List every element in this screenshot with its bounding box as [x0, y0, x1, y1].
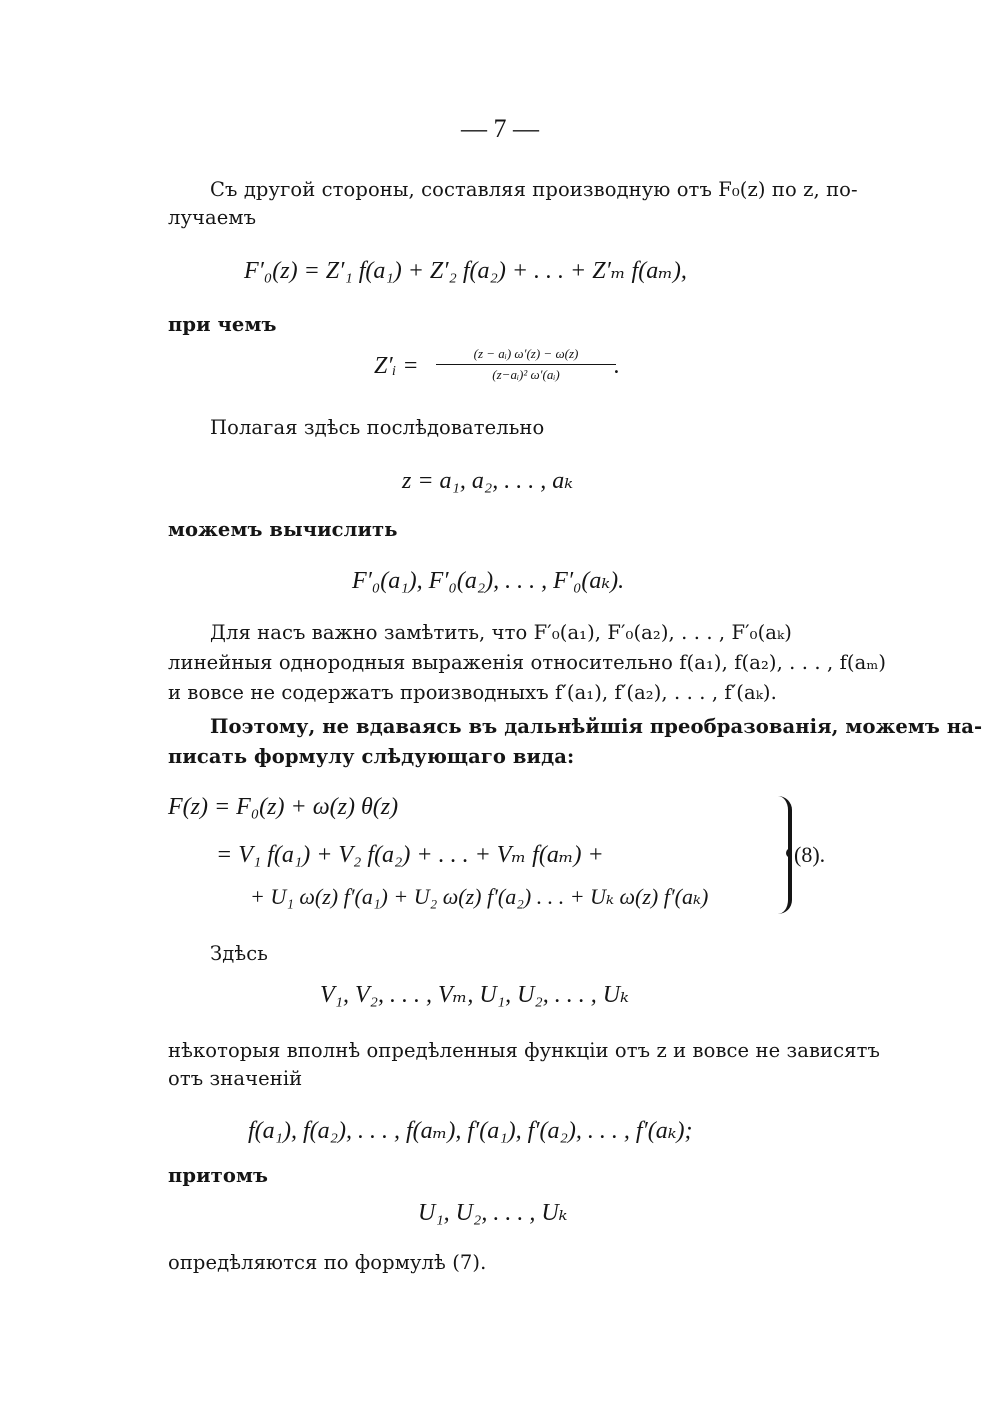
- paragraph-2-line-2: линейныя однородныя выраженія относительно f(a₁), f(a₂), . . . , f(aₘ): [168, 651, 887, 674]
- paragraph-4-line-1: нѣкоторыя вполнѣ опредѣленныя функціи отъ z и вовсе не зависятъ: [168, 1039, 880, 1062]
- equation-8-line-1: F(z) = F₀(z) + ω(z) θ(z): [168, 794, 399, 820]
- equation-V-U-list: V₁, V₂, . . . , Vₘ, U₁, U₂, . . . , Uₖ: [320, 982, 629, 1008]
- pri-chem-text: при чемъ: [168, 313, 277, 336]
- fraction-numerator: (z − aᵢ) ω′(z) − ω(z): [473, 346, 579, 361]
- equation-number-8: (8).: [794, 842, 826, 867]
- paragraph-2-line-3: и вовсе не содержатъ производныхъ f′(a₁), f′(a₂), . . . , f′(aₖ).: [168, 681, 777, 704]
- polagaya-text: Полагая здѣсь послѣдовательно: [210, 416, 545, 439]
- pritom-text: притомъ: [168, 1164, 269, 1187]
- equation-8-line-2: = V₁ f(a₁) + V₂ f(a₂) + . . . + Vₘ f(aₘ) +: [216, 842, 604, 868]
- paragraph-2-line-1: Для насъ важно замѣтить, что F′₀(a₁), F′₀(a₂), . . . , F′₀(aₖ): [210, 621, 792, 644]
- equation-F0-list: F′₀(a₁), F′₀(a₂), . . . , F′₀(aₖ).: [352, 568, 625, 594]
- fraction-denominator: (z−aᵢ)² ω′(aᵢ): [492, 367, 560, 382]
- paragraph-3-line-2: писать формулу слѣдующаго вида:: [168, 745, 575, 768]
- paragraph-1-line-2: лучаемъ: [168, 206, 257, 229]
- equation-f-values: f(a₁), f(a₂), . . . , f(aₘ), f′(a₁), f′(a₂), . . . , f′(aₖ);: [248, 1118, 693, 1144]
- equation-U-list: U₁, U₂, . . . , Uₖ: [418, 1200, 568, 1226]
- equation-Zi-fraction: [436, 346, 616, 383]
- equation-Zi-period: .: [614, 353, 620, 379]
- equation-8-line-3: + U₁ ω(z) f′(a₁) + U₂ ω(z) f′(a₂) . . . + Uₖ ω(z) f′(aₖ): [250, 884, 709, 909]
- paragraph-4-line-2: отъ значеній: [168, 1067, 303, 1090]
- zdes-text: Здѣсь: [210, 942, 268, 965]
- page-number: — 7 —: [461, 114, 539, 143]
- paragraph-3-line-1: Поэтому, не вдаваясь въ дальнѣйшія преобразованія, можемъ на-: [210, 715, 983, 738]
- equation-F0-prime: F′₀(z) = Z′₁ f(a₁) + Z′₂ f(a₂) + . . . + Z′ₘ f(aₘ),: [244, 258, 687, 284]
- mozhem-text: можемъ вычислить: [168, 518, 398, 541]
- final-line: опредѣляются по формулѣ (7).: [168, 1251, 487, 1274]
- paragraph-1-line-1: Съ другой стороны, составляя производную отъ F₀(z) по z, по-: [210, 178, 858, 201]
- equation-Zi-lhs: Z′ᵢ =: [374, 353, 419, 379]
- equation-z-values: z = a₁, a₂, . . . , aₖ: [402, 468, 573, 494]
- fraction-bar: [436, 364, 616, 365]
